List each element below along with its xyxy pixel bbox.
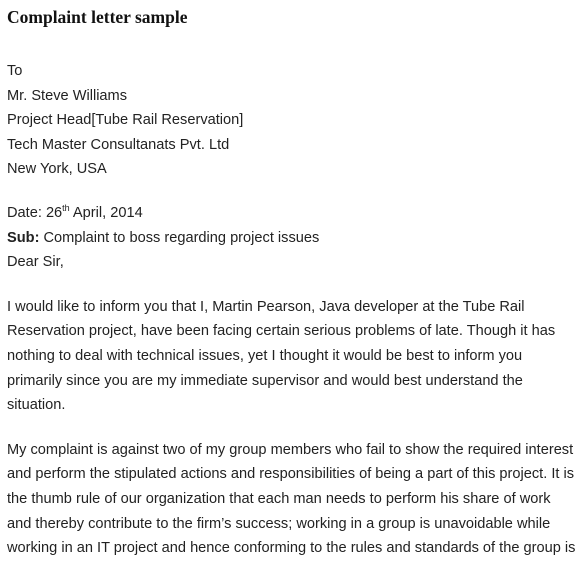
paragraph-2 <box>7 438 580 561</box>
date-suffix: th <box>62 203 70 214</box>
recipient-name: Mr. Steve Williams <box>7 87 128 104</box>
recipient-company: Tech Master Consultanats Pvt. Ltd <box>7 136 230 153</box>
letter-meta <box>7 201 583 275</box>
paragraph-line: situation. <box>7 397 66 414</box>
subject-label: Sub: <box>7 229 40 246</box>
paragraph-1 <box>7 295 580 418</box>
paragraph-line: working in an IT project and hence conforming to the rules and standards of the group is <box>7 540 576 557</box>
subject-text: Complaint to boss regarding project issues <box>39 229 320 246</box>
paragraph-line: the thumb rule of our organization that each man needs to perform his share of work <box>7 490 551 507</box>
date-rest: April, 2014 <box>69 204 143 221</box>
paragraph-line: Reservation project, have been facing certain serious problems of late. Though it has <box>7 323 556 340</box>
paragraph-line: I would like to inform you that I, Martin Pearson, Java developer at the Tube Rail <box>7 298 525 315</box>
date-day: 26 <box>45 204 63 221</box>
paragraph-line: My complaint is against two of my group members who fail to show the required interest <box>7 441 574 458</box>
letter-body <box>7 59 583 561</box>
letter-salutation: Dear Sir, <box>7 254 64 271</box>
paragraph-line: and thereby contribute to the firm’s success; working in a group is unavoidable while <box>7 515 551 532</box>
letter-subject <box>7 226 583 251</box>
recipient-address <box>7 59 583 182</box>
recipient-location: New York, USA <box>7 161 107 178</box>
date-label: Date: <box>7 204 46 221</box>
recipient-to: To <box>7 63 23 79</box>
paragraph-line: primarily since you are my immediate supervisor and would best understand the <box>7 372 523 389</box>
document-title: Complaint letter sample <box>7 7 188 27</box>
paragraph-line: nothing to deal with technical issues, yet I thought it would be best to inform you <box>7 347 523 364</box>
paragraph-line: and perform the stipulated actions and responsibilities of being a part of this project. It is <box>7 466 575 483</box>
letter-date <box>7 201 583 226</box>
recipient-position: Project Head[Tube Rail Reservation] <box>7 112 244 129</box>
